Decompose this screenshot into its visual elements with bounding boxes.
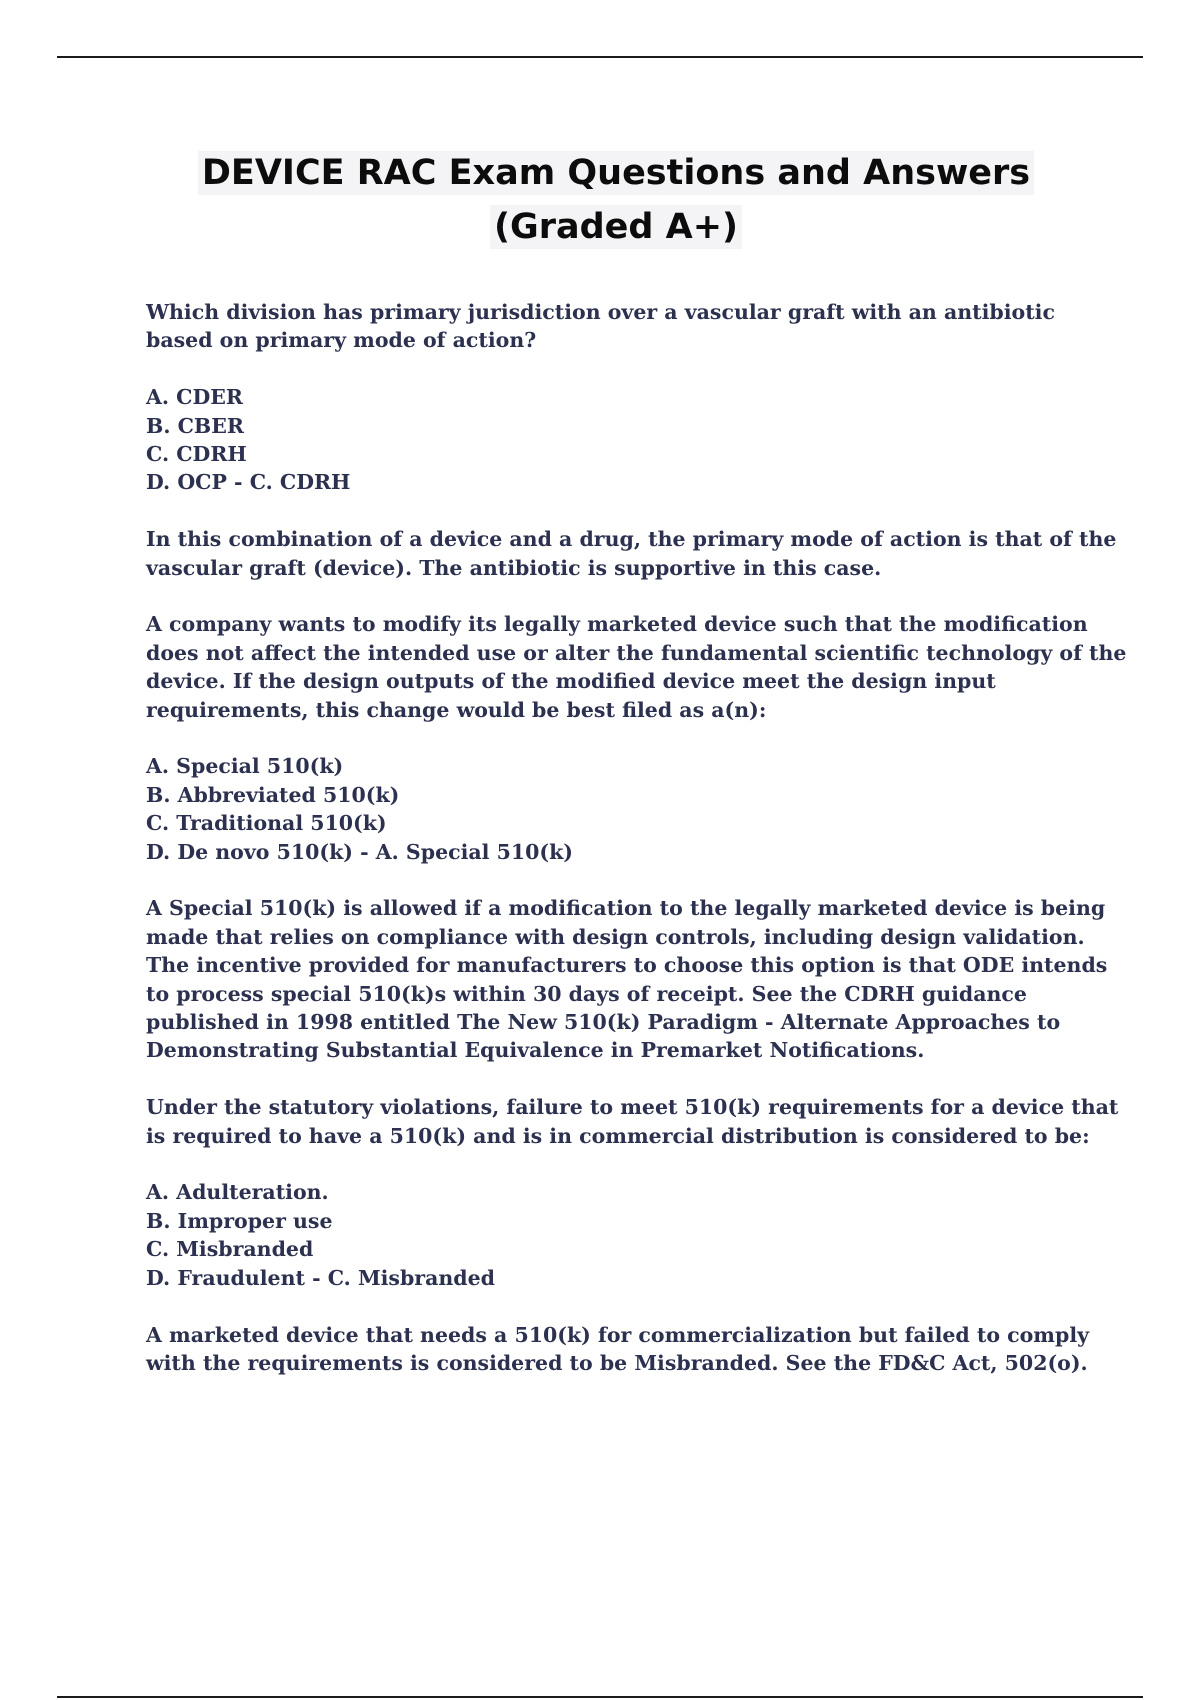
title-line-1: DEVICE RAC Exam Questions and Answers — [198, 151, 1034, 195]
option-line: A. Special 510(k) — [146, 754, 344, 779]
option-line: C. CDRH — [146, 442, 247, 467]
option-line: C. Traditional 510(k) — [146, 811, 387, 836]
text-line: A marketed device that needs a 510(k) for commercialization but failed to comply — [146, 1322, 1090, 1347]
option-line: C. Misbranded — [146, 1237, 314, 1262]
question-3-text — [146, 1093, 1146, 1150]
question-3-options — [146, 1178, 1146, 1292]
option-line: D. Fraudulent - C. Misbranded — [146, 1265, 496, 1290]
option-line: B. Abbreviated 510(k) — [146, 782, 400, 807]
text-line: with the requirements is considered to be Misbranded. See the FD&C Act, 502(o). — [146, 1350, 1088, 1375]
question-1-text — [146, 298, 1146, 355]
text-line: is required to have a 510(k) and is in commercial distribution is considered to be: — [146, 1123, 1090, 1148]
text-line: requirements, this change would be best filed as a(n): — [146, 697, 767, 722]
text-line: vascular graft (device). The antibiotic is supportive in this case. — [146, 555, 882, 580]
question-2-text — [146, 610, 1146, 724]
question-1-explanation — [146, 525, 1146, 582]
option-line: D. OCP - C. CDRH — [146, 470, 351, 495]
text-line: A Special 510(k) is allowed if a modification to the legally marketed device is being — [146, 896, 1106, 921]
text-line: device. If the design outputs of the modified device meet the design input — [146, 669, 996, 694]
text-line: based on primary mode of action? — [146, 328, 537, 353]
option-line: D. De novo 510(k) - A. Special 510(k) — [146, 839, 573, 864]
document-body — [146, 298, 1146, 1406]
option-line: A. Adulteration. — [146, 1180, 329, 1205]
bottom-rule — [57, 1696, 1143, 1698]
text-line: published in 1998 entitled The New 510(k) Paradigm - Alternate Approaches to — [146, 1010, 1061, 1035]
page-title — [0, 146, 1200, 254]
text-line: made that relies on compliance with design controls, including design validation. — [146, 924, 1085, 949]
question-1-options — [146, 383, 1146, 497]
text-line: Demonstrating Substantial Equivalence in Premarket Notifications. — [146, 1038, 925, 1063]
option-line: B. CBER — [146, 413, 244, 438]
option-line: A. CDER — [146, 385, 243, 410]
text-line: In this combination of a device and a drug, the primary mode of action is that of the — [146, 527, 1117, 552]
text-line: does not affect the intended use or alter the fundamental scientific technology of the — [146, 640, 1127, 665]
title-line-2: (Graded A+) — [490, 205, 742, 249]
question-3-explanation — [146, 1321, 1146, 1378]
question-2-explanation — [146, 894, 1146, 1064]
option-line: B. Improper use — [146, 1208, 333, 1233]
text-line: A company wants to modify its legally marketed device such that the modification — [146, 612, 1088, 637]
text-line: Under the statutory violations, failure to meet 510(k) requirements for a device that — [146, 1095, 1119, 1120]
text-line: The incentive provided for manufacturers to choose this option is that ODE intends — [146, 953, 1108, 978]
top-rule — [57, 56, 1143, 58]
text-line: to process special 510(k)s within 30 days of receipt. See the CDRH guidance — [146, 981, 1027, 1006]
text-line: Which division has primary jurisdiction over a vascular graft with an antibiotic — [146, 300, 1055, 324]
question-2-options — [146, 752, 1146, 866]
